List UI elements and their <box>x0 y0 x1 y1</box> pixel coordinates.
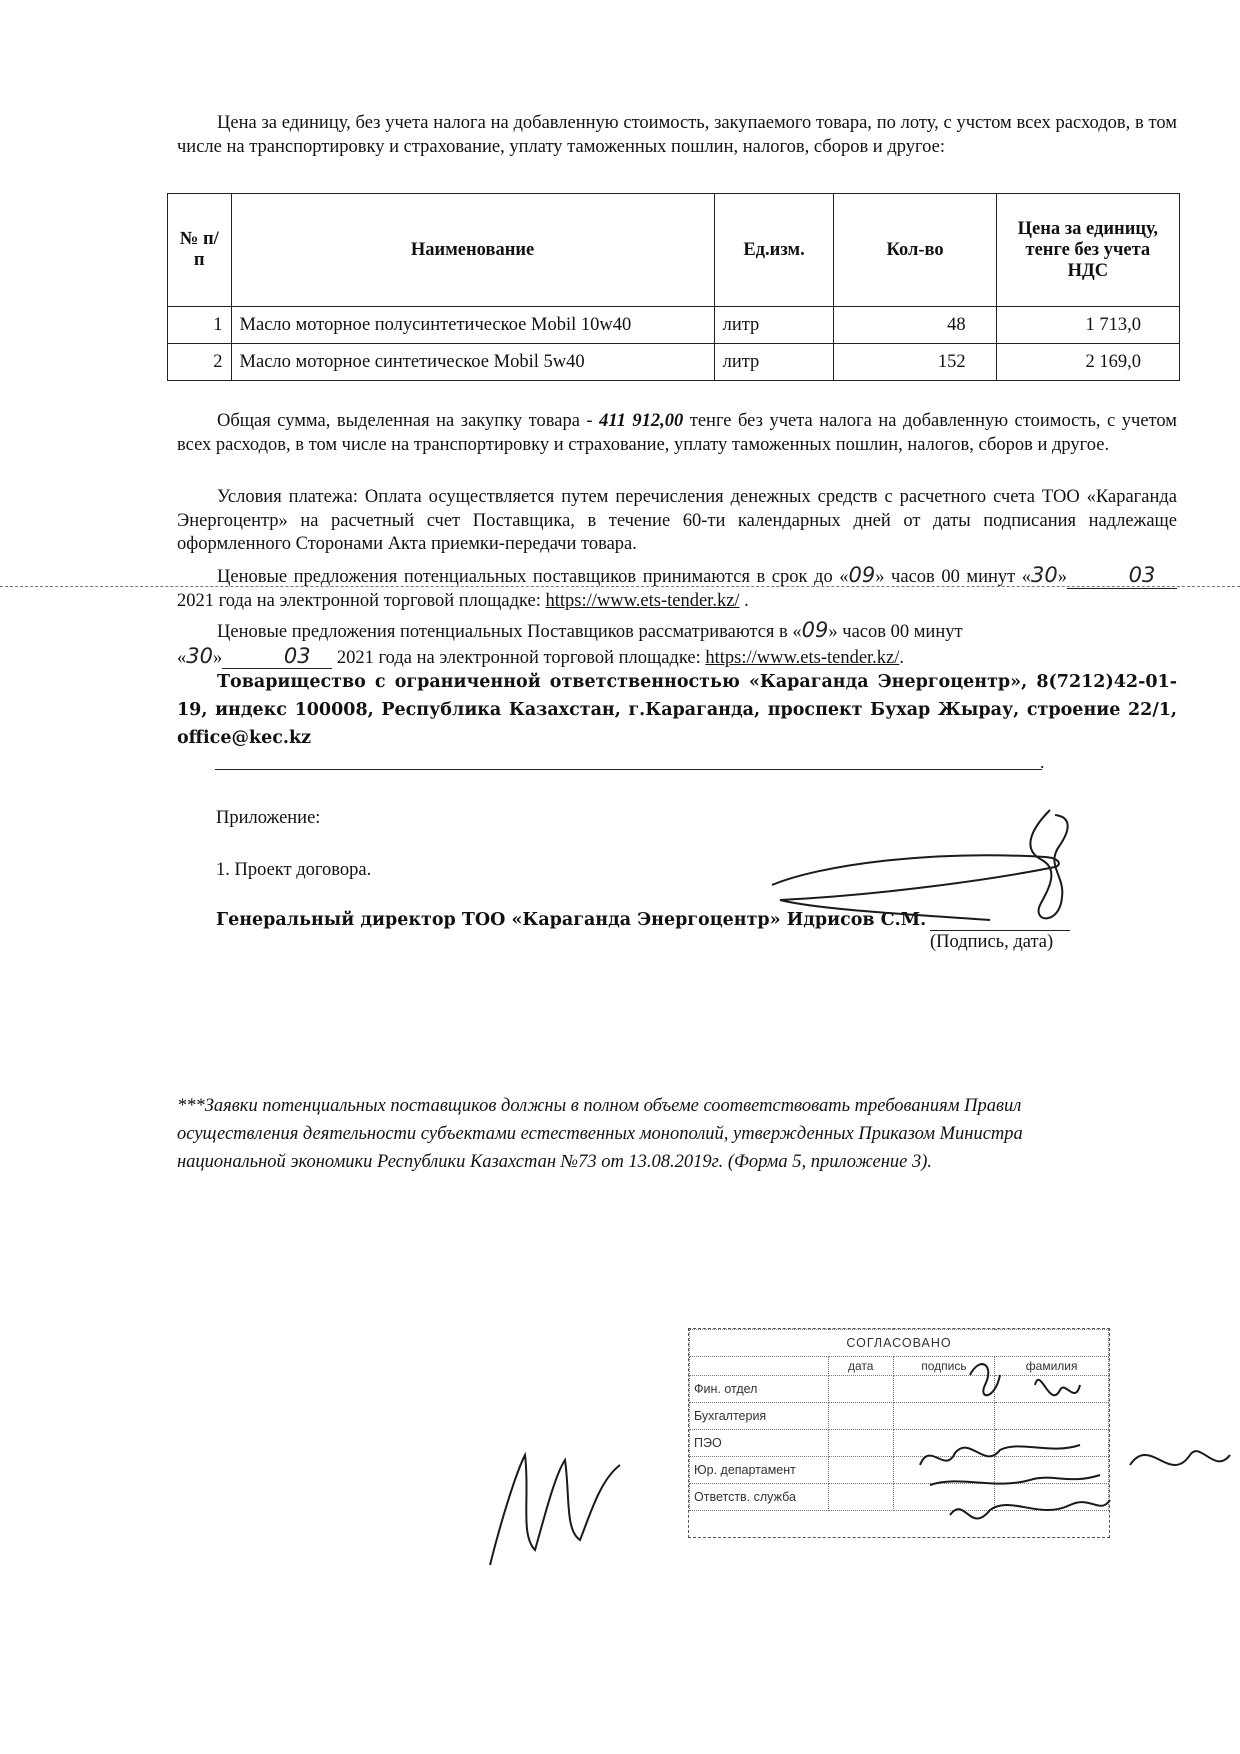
deadline-day: 30 <box>1031 563 1058 587</box>
table-row <box>168 344 1180 381</box>
review-text: Ценовые предложения потенциальных Поставщиков рассматриваются в « <box>217 622 802 642</box>
row-num: 1 <box>168 307 232 344</box>
review-text: » <box>212 647 223 668</box>
deadline-text: Ценовые предложения потенциальных поставщиков принимаются в срок до « <box>217 567 849 587</box>
attachment-label: Приложение: <box>216 808 321 828</box>
company-underline <box>215 769 1042 770</box>
payment-paragraph: Условия платежа: Оплата осуществляется путем перечисления денежных средств с расчетного счета ТОО «Караганда Энергоцентр» на расчетный счет Поставщика, в течение 60-ти календарных дней от даты подписания надлежаще оформленного Сторонами Акта приемки-передачи товара. <box>177 487 1177 554</box>
deadline-url-link[interactable]: https://www.ets-tender.kz/ <box>545 590 740 611</box>
review-hour: 09 <box>801 618 829 642</box>
footnote: ***Заявки потенциальных поставщиков должны в полном объеме соответствовать требованиям Правил осуществления деятельности субъектами естественных монополий, утвержденных Приказом Министра национальной экономики Республики Казахстан №73 от 13.08.2019г. (Форма 5, приложение 3). <box>177 1096 1023 1172</box>
deadline-hour: 09 <box>848 563 876 587</box>
header-num: № п/п <box>168 194 232 307</box>
stamp-title: СОГЛАСОВАНО <box>690 1330 1109 1357</box>
row-name: Масло моторное полусинтетическое Mobil 10w40 <box>231 307 714 344</box>
stamp-row-label: Бухгалтерия <box>690 1403 829 1430</box>
table-row <box>168 307 1180 344</box>
stamp-row-label: Ответств. служба <box>690 1484 829 1511</box>
intro-paragraph: Цена за единицу, без учета налога на добавленную стоимость, закупаемого товара, по лоту, с учстом всех расходов, в том числе на транспортировку и страхование, уплату таможенных пошлин, налогов, сборов и другое: <box>177 113 1177 157</box>
director-signature <box>760 805 1100 935</box>
header-qty: Кол-во <box>834 194 996 307</box>
review-paragraph <box>177 619 1177 670</box>
review-day: 30 <box>186 643 213 668</box>
row-qty: 48 <box>834 307 996 344</box>
review-month: 03 <box>222 645 332 670</box>
left-signature <box>470 1435 630 1575</box>
table-header-row <box>168 194 1180 307</box>
review-text: 2021 года на электронной торговой площадке: <box>332 647 706 668</box>
total-amount: 411 912,00 <box>599 411 684 431</box>
company-tail: . <box>1040 752 1045 772</box>
review-text: » часов 00 минут <box>828 622 963 642</box>
deadline-month: 03 <box>1067 564 1177 589</box>
deadline-text: 2021 года на электронной торговой площадке: <box>177 590 546 611</box>
signatory-name: Генеральный директор ТОО «Караганда Энергоцентр» Идрисов С.М. <box>216 910 927 930</box>
company-info: Товарищество с ограниченной ответственностью «Караганда Энергоцентр», 8(7212)42-01-19, индекс 100008, Республика Казахстан, г.Караганда, проспект Бухар Жырау, строение 22/1, office@kec.kz <box>177 672 1177 748</box>
deadline-text: » <box>1057 567 1067 587</box>
row-name: Масло моторное синтетическое Mobil 5w40 <box>231 344 714 381</box>
total-paragraph <box>177 410 1177 457</box>
deadline-text: » часов 00 минут « <box>875 567 1032 587</box>
attachment-item: 1. Проект договора. <box>216 860 372 880</box>
deadline-paragraph <box>177 564 1177 613</box>
stamp-col-surname: фамилия <box>995 1357 1109 1376</box>
stamp-row-label: ПЭО <box>690 1430 829 1457</box>
total-after: тенге без учета налога на добавленную стоимость, с учетом всех расходов, в том числе на транспортировку и страхование, уплату таможенных пошлин, налогов, сборов и другое. <box>177 411 1177 455</box>
row-unit: литр <box>714 344 834 381</box>
review-text: « <box>177 647 187 668</box>
review-url-link[interactable]: https://www.ets-tender.kz/ <box>705 647 900 668</box>
row-unit: литр <box>714 307 834 344</box>
signature-caption: (Подпись, дата) <box>930 932 1054 952</box>
header-unit: Ед.изм. <box>714 194 834 307</box>
stamp-row-label: Фин. отдел <box>690 1376 829 1403</box>
row-num: 2 <box>168 344 232 381</box>
deadline-text: . <box>739 590 749 611</box>
row-price: 1 713,0 <box>996 307 1179 344</box>
header-price: Цена за единицу, тенге без учета НДС <box>996 194 1179 307</box>
approval-signatures <box>900 1345 1235 1555</box>
stamp-col-sign: подпись <box>893 1357 995 1376</box>
total-before: Общая сумма, выделенная на закупку товара - <box>217 411 600 431</box>
stamp-row-label: Юр. департамент <box>690 1457 829 1484</box>
review-text: . <box>899 647 905 668</box>
header-name: Наименование <box>231 194 714 307</box>
goods-table <box>167 193 1180 381</box>
row-qty: 152 <box>834 344 996 381</box>
row-price: 2 169,0 <box>996 344 1179 381</box>
stamp-col-date: дата <box>829 1357 894 1376</box>
